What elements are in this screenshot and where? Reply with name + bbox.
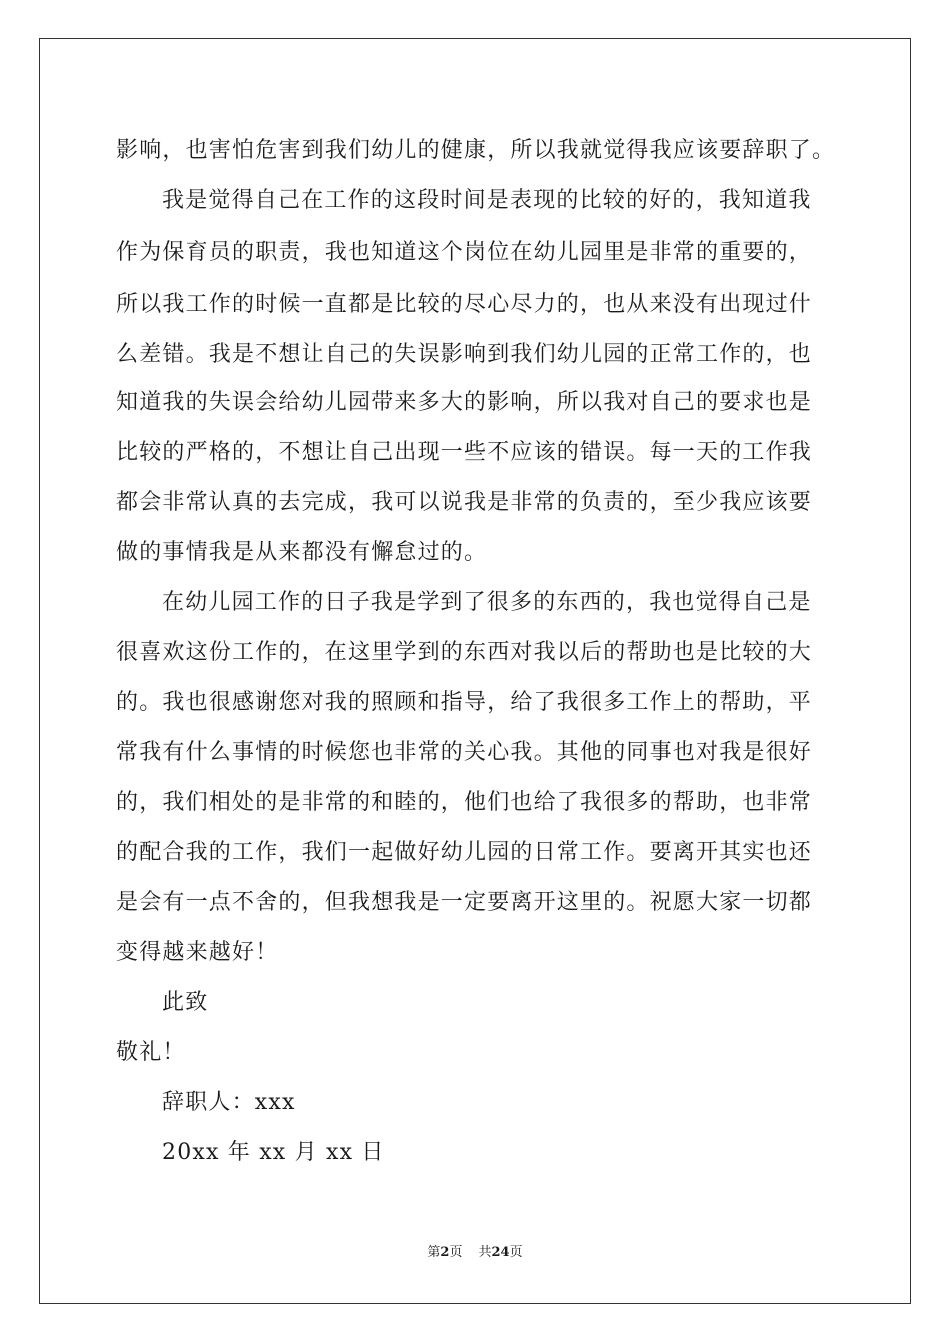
page-prefix: 第 [427, 1245, 441, 1260]
total-suffix: 页 [509, 1245, 523, 1260]
page-suffix: 页 [449, 1245, 463, 1260]
body-text-line: 影响，也害怕危害到我们幼儿的健康，所以我就觉得我应该要辞职了。 [116, 138, 836, 163]
body-text-line: 比较的严格的，不想让自己出现一些不应该的错误。每一天的工作我 [116, 440, 813, 465]
body-text-line: 都会非常认真的去完成，我可以说我是非常的负责的，至少我应该要 [116, 490, 813, 515]
body-text-line: 常我有什么事情的时候您也非常的关心我。其他的同事也对我是很好 [116, 740, 813, 765]
body-text-line: 做的事情我是从来都没有懈怠过的。 [116, 540, 488, 565]
page-footer [0, 1244, 950, 1262]
body-text-line: 变得越来越好！ [116, 940, 279, 965]
body-text-line: 的，我们相处的是非常的和睦的，他们也给了我很多的帮助，也非常 [116, 790, 813, 815]
date-line: 20xx 年 xx 月 xx 日 [162, 1140, 385, 1165]
page-number: 2 [440, 1245, 450, 1260]
signature-line: 辞职人：xxx [162, 1090, 296, 1115]
closing-regards: 敬礼！ [116, 1040, 186, 1065]
body-text-line: 很喜欢这份工作的，在这里学到的东西对我以后的帮助也是比较的大 [116, 640, 813, 665]
body-text-line: 的配合我的工作，我们一起做好幼儿园的日常工作。要离开其实也还 [116, 840, 813, 865]
total-prefix: 共 [478, 1245, 492, 1260]
closing-salutation: 此致 [162, 990, 209, 1015]
body-text-line: 是会有一点不舍的，但我想我是一定要离开这里的。祝愿大家一切都 [116, 890, 813, 915]
total-pages: 24 [491, 1245, 510, 1260]
body-text-line: 知道我的失误会给幼儿园带来多大的影响，所以我对自己的要求也是 [116, 390, 813, 415]
body-text-line: 么差错。我是不想让自己的失误影响到我们幼儿园的正常工作的，也 [116, 342, 813, 367]
paragraph-first-line: 我是觉得自己在工作的这段时间是表现的比较的好的，我知道我 [162, 188, 812, 213]
body-text-line: 的。我也很感谢您对我的照顾和指导，给了我很多工作上的帮助，平 [116, 690, 813, 715]
paragraph-first-line: 在幼儿园工作的日子我是学到了很多的东西的，我也觉得自己是 [162, 590, 812, 615]
body-text-line: 作为保育员的职责，我也知道这个岗位在幼儿园里是非常的重要的， [116, 240, 813, 265]
body-text-line: 所以我工作的时候一直都是比较的尽心尽力的，也从来没有出现过什 [116, 292, 813, 317]
